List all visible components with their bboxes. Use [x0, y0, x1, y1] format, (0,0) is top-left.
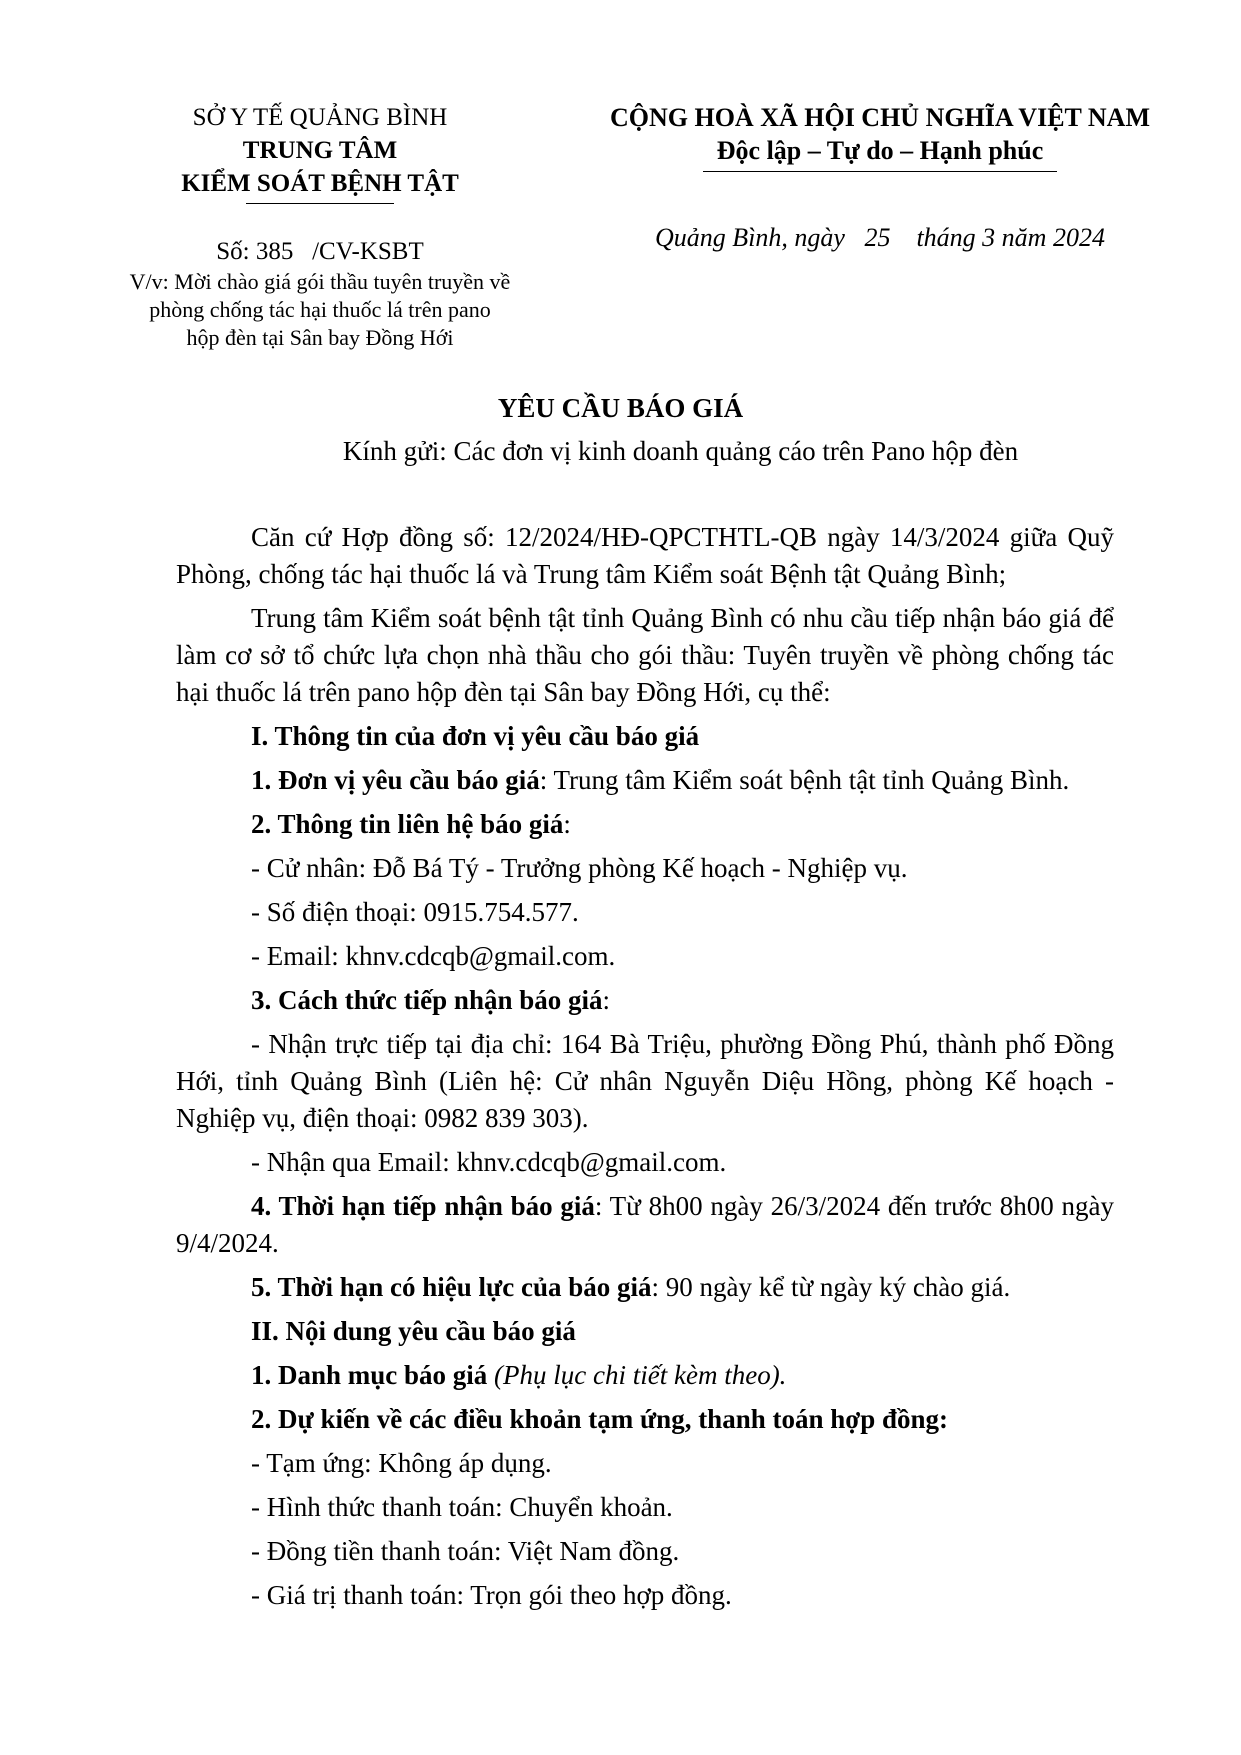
- subject-line-2: phòng chống tác hại thuốc lá trên pano: [149, 297, 491, 322]
- agency-name: SỞ Y TẾ QUẢNG BÌNH: [192, 104, 448, 131]
- payment-value: - Giá trị thanh toán: Trọn gói theo hợp đồng.: [251, 1580, 732, 1610]
- document-body: [176, 519, 1114, 1621]
- item-2: [176, 806, 1114, 843]
- item-3-text: :: [602, 985, 611, 1015]
- unit-name-line1: TRUNG TÂM: [242, 137, 398, 164]
- item-3: [176, 982, 1114, 1019]
- section-2-item-1-label: 1. Danh mục báo giá: [251, 1360, 488, 1390]
- item-2-text: :: [563, 809, 571, 839]
- item-5: [176, 1269, 1114, 1306]
- document-title: YÊU CẦU BÁO GIÁ: [497, 393, 744, 423]
- payment-form: - Hình thức thanh toán: Chuyển khoản.: [251, 1492, 673, 1522]
- receive-email: - Nhận qua Email: khnv.cdcqb@gmail.com.: [251, 1147, 727, 1177]
- subject-line-1: V/v: Mời chào giá gói thầu tuyên truyền về: [129, 269, 511, 294]
- receive-direct: - Nhận trực tiếp tại địa chỉ: 164 Bà Triệu, phường Đồng Phú, thành phố Đồng Hới, tỉnh Quảng Bình (Liên hệ: Cử nhân Nguyễn Diệu Hồng, phòng Kế hoạch - Nghiệp vụ, điện thoại: 0982 839 303).: [176, 1029, 1114, 1133]
- section-2-item-1: [176, 1357, 1114, 1394]
- item-1-label: 1. Đơn vị yêu cầu báo giá: [251, 765, 540, 795]
- contact-name: - Cử nhân: Đỗ Bá Tý - Trưởng phòng Kế hoạch - Nghiệp vụ.: [251, 853, 908, 883]
- item-1: [176, 762, 1114, 799]
- intro-paragraph: Trung tâm Kiểm soát bệnh tật tỉnh Quảng Bình có nhu cầu tiếp nhận báo giá để làm cơ sở tổ chức lựa chọn nhà thầu cho gói thầu: Tuyên truyền về phòng chống tác hại thuốc lá trên pano hộp đèn tại Sân bay Đồng Hới, cụ thể:: [176, 603, 1114, 707]
- item-4-label: 4. Thời hạn tiếp nhận báo giá: [251, 1191, 595, 1221]
- country-name: CỘNG HOÀ XÃ HỘI CHỦ NGHĨA VIỆT NAM: [609, 103, 1151, 132]
- document-number: Số: 385 /CV-KSBT: [216, 238, 424, 265]
- item-5-text: : 90 ngày kể từ ngày ký chào giá.: [651, 1272, 1011, 1302]
- motto-underline: [703, 171, 1057, 172]
- place-and-date: Quảng Bình, ngày 25 tháng 3 năm 2024: [655, 223, 1105, 252]
- national-motto: Độc lập – Tự do – Hạnh phúc: [716, 136, 1044, 165]
- item-2-label: 2. Thông tin liên hệ báo giá: [251, 809, 564, 839]
- item-5-label: 5. Thời hạn có hiệu lực của báo giá: [251, 1272, 652, 1302]
- basis-paragraph: Căn cứ Hợp đồng số: 12/2024/HĐ-QPCTHTL-QB ngày 14/3/2024 giữa Quỹ Phòng, chống tác hại thuốc lá và Trung tâm Kiểm soát Bệnh tật Quảng Bình;: [176, 522, 1114, 589]
- unit-name-line2: KIỂM SOÁT BỆNH TẬT: [181, 170, 459, 197]
- item-3-label: 3. Cách thức tiếp nhận báo giá: [251, 985, 603, 1015]
- item-1-text: : Trung tâm Kiểm soát bệnh tật tỉnh Quảng Bình.: [539, 765, 1070, 795]
- section-2-item-2: 2. Dự kiến về các điều khoản tạm ứng, thanh toán hợp đồng:: [251, 1404, 948, 1434]
- subject-line-3: hộp đèn tại Sân bay Đồng Hới: [186, 325, 454, 350]
- advance-payment: - Tạm ứng: Không áp dụng.: [251, 1448, 552, 1478]
- section-2-title: II. Nội dung yêu cầu báo giá: [251, 1316, 576, 1346]
- unit-underline: [246, 203, 394, 204]
- item-4-text: : Từ 8h00 ngày 26/3/2024 đến trước 8h00 ngày 9/4/2024.: [176, 1191, 1114, 1258]
- recipient-line: Kính gửi: Các đơn vị kinh doanh quảng cáo trên Pano hộp đèn: [342, 436, 1019, 466]
- contact-phone: - Số điện thoại: 0915.754.577.: [251, 897, 579, 927]
- section-1-title: I. Thông tin của đơn vị yêu cầu báo giá: [251, 721, 700, 751]
- contact-email: - Email: khnv.cdcqb@gmail.com.: [251, 941, 616, 971]
- section-2-item-1-text: (Phụ lục chi tiết kèm theo).: [487, 1360, 787, 1390]
- item-4: [176, 1188, 1114, 1262]
- payment-currency: - Đồng tiền thanh toán: Việt Nam đồng.: [251, 1536, 680, 1566]
